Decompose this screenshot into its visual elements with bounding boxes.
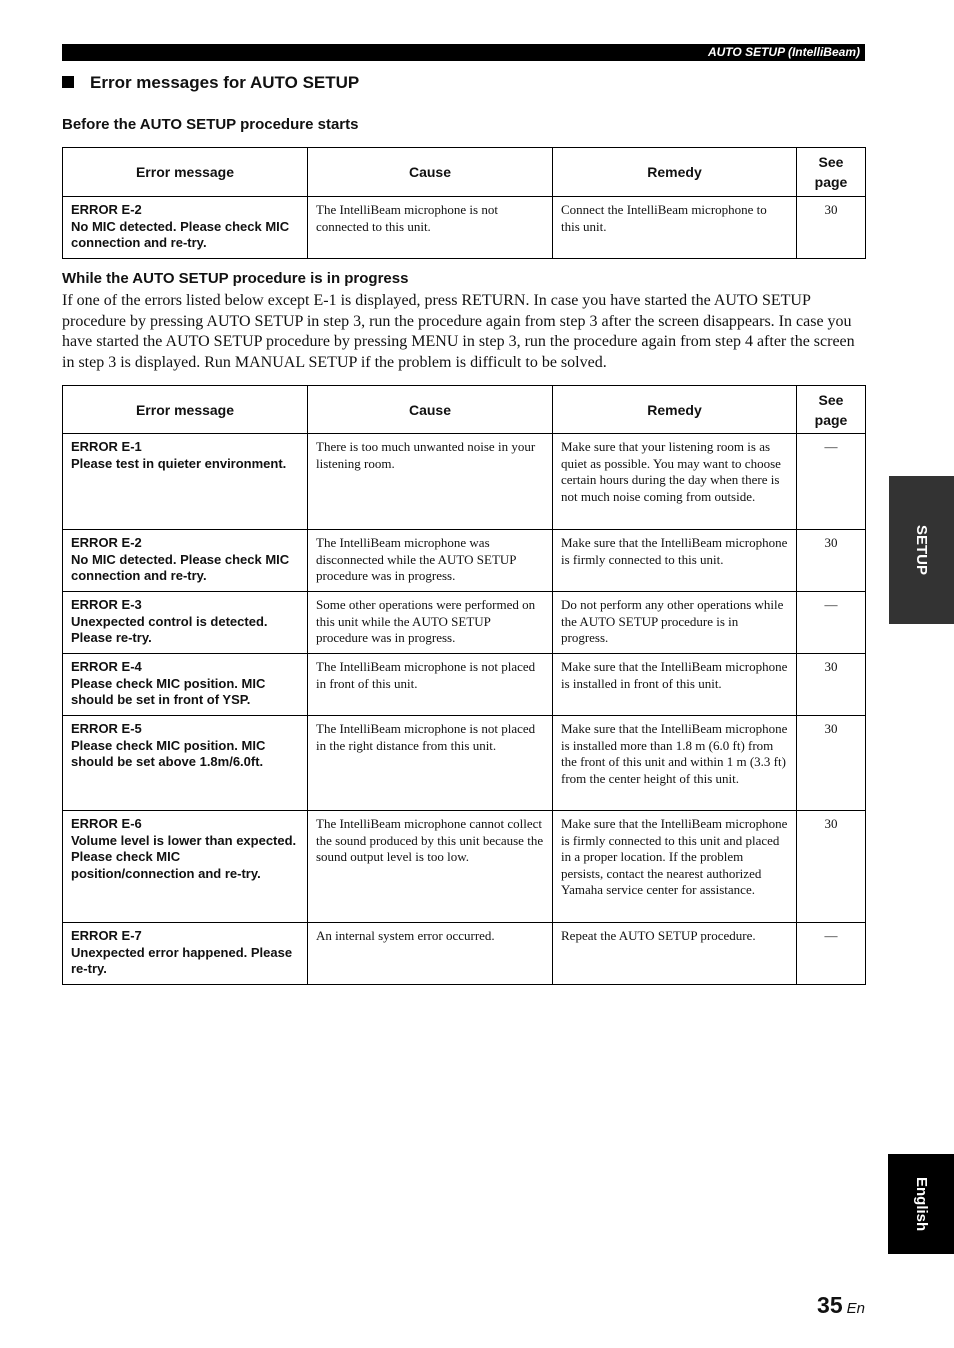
side-tab-english: English (888, 1154, 954, 1254)
page-cell: 30 (797, 530, 866, 592)
during-procedure-title: While the AUTO SETUP procedure is in progress (62, 270, 409, 287)
running-header: AUTO SETUP (IntelliBeam) (62, 44, 865, 61)
page-cell: 30 (797, 811, 866, 923)
page-lang: En (846, 1300, 865, 1317)
remedy-cell: Make sure that your listening room is as quiet as possible. You may want to choose certain hours during the day when there is not much noise coming from outside. (553, 434, 797, 530)
col-remedy: Remedy (553, 148, 797, 197)
during-error-table (62, 385, 866, 985)
section-title-text: Error messages for AUTO SETUP (90, 73, 360, 92)
side-tab-setup: SETUP (889, 476, 954, 624)
remedy-cell: Make sure that the IntelliBeam microphone is firmly connected to this unit and placed in a proper location. If the problem persists, contact the nearest authorized Yamaha service center for assistance. (553, 811, 797, 923)
error-code: ERROR E-5 (71, 721, 142, 736)
col-error-message: Error message (63, 148, 308, 197)
remedy-cell: Connect the IntelliBeam microphone to this unit. (553, 197, 797, 259)
col-see-page: See page (797, 148, 866, 197)
remedy-cell: Repeat the AUTO SETUP procedure. (553, 923, 797, 985)
error-code: ERROR E-2 (71, 535, 142, 550)
error-text: Volume level is lower than expected. Please check MIC position/connection and re-try. (71, 832, 297, 881)
table-row (63, 811, 866, 923)
intro-paragraph: If one of the errors listed below except E-1 is displayed, press RETURN. In case you have started the AUTO SETUP procedure by pressing AUTO SETUP in step 3, run the procedure again from step 3 after the screen disappears. In case you have started the AUTO SETUP procedure by pressing MENU in step 3, run the procedure again from step 4 after the screen in step 3 is displayed. Run MANUAL SETUP if the problem is difficult to be solved. (62, 292, 855, 371)
table-row (63, 716, 866, 811)
error-message-cell (63, 197, 308, 259)
cause-cell: Some other operations were performed on this unit while the AUTO SETUP procedure was in progress. (308, 592, 553, 654)
error-message-cell (63, 923, 308, 985)
error-code: ERROR E-2 (71, 202, 142, 217)
table-row (63, 434, 866, 530)
before-procedure-title: Before the AUTO SETUP procedure starts (62, 116, 359, 133)
error-text: Please test in quieter environment. (71, 455, 287, 471)
cause-cell: The IntelliBeam microphone is not placed in the right distance from this unit. (308, 716, 553, 811)
table-row (63, 530, 866, 592)
table-row (63, 197, 866, 259)
col-remedy: Remedy (553, 386, 797, 434)
remedy-cell: Make sure that the IntelliBeam microphone is firmly connected to this unit. (553, 530, 797, 592)
table-row (63, 923, 866, 985)
page-cell: 30 (797, 654, 866, 716)
col-see-page: See page (797, 386, 866, 434)
cause-cell: The IntelliBeam microphone was disconnected while the AUTO SETUP procedure was in progress. (308, 530, 553, 592)
error-message-cell (63, 530, 308, 592)
cause-cell: The IntelliBeam microphone is not placed in front of this unit. (308, 654, 553, 716)
col-cause: Cause (308, 148, 553, 197)
error-message-cell (63, 654, 308, 716)
before-error-table (62, 147, 866, 259)
cause-cell: There is too much unwanted noise in your listening room. (308, 434, 553, 530)
error-message-cell (63, 716, 308, 811)
page-number-value: 35 (817, 1292, 843, 1318)
error-code: ERROR E-6 (71, 816, 142, 831)
error-code: ERROR E-3 (71, 597, 142, 612)
error-text: No MIC detected. Please check MIC connection and re-try. (71, 218, 290, 251)
error-text: Unexpected control is detected. Please re-try. (71, 613, 268, 646)
col-error-message: Error message (63, 386, 308, 434)
square-bullet-icon (62, 76, 74, 88)
remedy-cell: Make sure that the IntelliBeam microphone is installed in front of this unit. (553, 654, 797, 716)
remedy-cell: Make sure that the IntelliBeam microphone is installed more than 1.8 m (6.0 ft) from the front of this unit and within 1 m (3.3 ft) from the center height of this unit. (553, 716, 797, 811)
error-code: ERROR E-4 (71, 659, 142, 674)
page-cell: — (797, 923, 866, 985)
col-cause: Cause (308, 386, 553, 434)
page-cell: — (797, 434, 866, 530)
error-text: Please check MIC position. MIC should be set above 1.8m/6.0ft. (71, 737, 266, 770)
table-row (63, 592, 866, 654)
error-message-cell (63, 811, 308, 923)
page-cell: 30 (797, 197, 866, 259)
cause-cell: The IntelliBeam microphone is not connected to this unit. (308, 197, 553, 259)
error-message-cell (63, 592, 308, 654)
error-text: No MIC detected. Please check MIC connection and re-try. (71, 551, 290, 584)
section-title (62, 73, 359, 93)
error-code: ERROR E-1 (71, 439, 142, 454)
error-message-cell (63, 434, 308, 530)
error-text: Unexpected error happened. Please re-try. (71, 944, 293, 977)
table-row (63, 654, 866, 716)
error-code: ERROR E-7 (71, 928, 142, 943)
remedy-cell: Do not perform any other operations while the AUTO SETUP procedure is in progress. (553, 592, 797, 654)
cause-cell: The IntelliBeam microphone cannot collect the sound produced by this unit because the sound output level is too low. (308, 811, 553, 923)
cause-cell: An internal system error occurred. (308, 923, 553, 985)
page-number (817, 1292, 865, 1319)
page-cell: — (797, 592, 866, 654)
error-text: Please check MIC position. MIC should be set in front of YSP. (71, 675, 266, 708)
page-cell: 30 (797, 716, 866, 811)
